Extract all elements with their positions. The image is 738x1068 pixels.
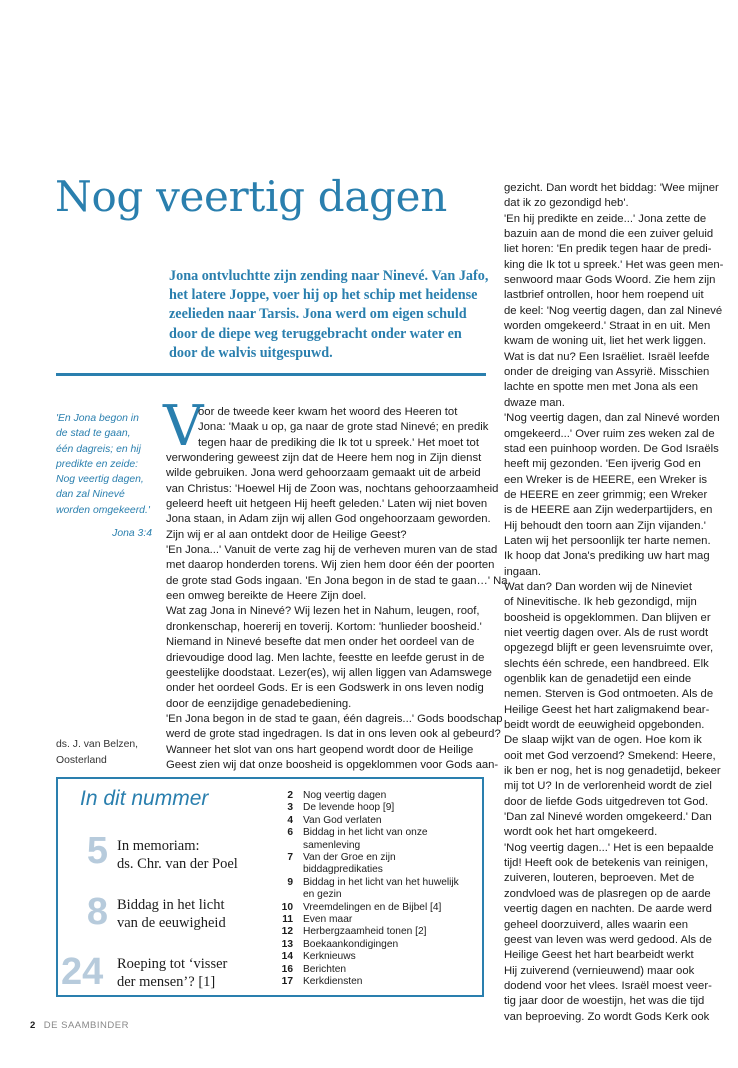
body-line: onder het oordeel Gods. Er is een Godswerk in ons leven nodig: [166, 682, 484, 695]
article-title: Nog veertig dagen: [55, 172, 447, 221]
body-line: zondvloed was de plasregen op de aarde: [504, 887, 711, 900]
side-quote-line: Nog veertig dagen,: [56, 474, 144, 486]
toc-item-label: Van der Groe en zijn: [303, 852, 396, 864]
toc-feature-number[interactable]: 24: [61, 951, 104, 993]
body-line: door de liefde Gods uitgedreven tot God.: [504, 795, 709, 808]
body-line: Heilige Geest het hart bearbeidt werkt: [504, 949, 694, 962]
toc-item-page: 7: [287, 852, 293, 864]
body-line: opgezegd blijft er geen levensruimte over,: [504, 642, 714, 655]
toc-item-page: 3: [287, 802, 293, 814]
toc-item-label: Herbergzaamheid tonen [2]: [303, 926, 427, 938]
body-line: tegen haar de prediking die Ik tot u spreek.' Het moet tot: [198, 436, 479, 449]
drop-cap: V: [163, 394, 204, 459]
toc-feature-title[interactable]: [117, 838, 238, 873]
body-line: geestelijke doodstaat. Lezer(es), wij allen liggen van Adamswege: [166, 666, 492, 679]
toc-list: [279, 790, 479, 989]
body-line: senwoord maar Gods Woord. Zie hem zijn: [504, 274, 716, 287]
body-line: omgekeerd...' Over ruim zes weken zal de: [504, 427, 715, 440]
toc-feature-line: ds. Chr. van der Poel: [117, 855, 238, 872]
body-line: geheel doorzuiverd, alles waarin een: [504, 918, 689, 931]
body-line: van beproeving. Zo wordt Gods Kerk ook: [504, 1010, 710, 1023]
body-line: wordt ook het hart omgekeerd.: [504, 826, 658, 839]
body-line: drievoudige dood lag. Men lachte, feestte en leefde gerust in de: [166, 651, 485, 664]
body-line: Geest zien wij dat onze boosheid is opgeklommen voor Gods aan-: [166, 758, 499, 771]
body-line: zuiveren, louteren, beproeven. Met de: [504, 872, 695, 885]
toc-item-label: Van God verlaten: [303, 814, 382, 826]
toc-item-page: 11: [282, 914, 293, 926]
toc-item-label: Even maar: [303, 914, 353, 926]
toc-item[interactable]: [279, 790, 479, 802]
toc-item-continuation: biddagpredikaties: [303, 864, 383, 876]
toc-item-page: 12: [281, 926, 293, 938]
toc-item-page: 16: [281, 963, 293, 975]
body-line: Ik hoop dat Jona's prediking uw hart mag: [504, 550, 710, 563]
body-line: niet veertig dagen over. Als de rust wordt: [504, 626, 709, 639]
article-right-column: [504, 181, 722, 1025]
body-line: Hij behoudt den toorn aan Zijn vijanden.': [504, 519, 706, 532]
body-line: 'En Jona...' Vanuit de verte zag hij de verheven muren van de stad: [166, 544, 498, 557]
body-line: dwaze man.: [504, 396, 565, 409]
article-lead: [169, 267, 489, 363]
page-footer: [30, 1020, 129, 1031]
body-line: De slaap wijkt van de ogen. Hoe kom ik: [504, 734, 702, 747]
lead-line: door de diepe weg teruggebracht onder water en: [169, 325, 462, 342]
side-quote: [56, 411, 156, 518]
toc-item-label: Kerkdiensten: [303, 976, 363, 988]
side-quote-citation: Jona 3:4: [112, 528, 152, 539]
body-line: beidt wordt de eeuwigheid opgebonden.: [504, 719, 705, 732]
body-line: ooit met God verzoend? Smekend: Heere,: [504, 749, 716, 762]
toc-item-page: 10: [281, 901, 293, 913]
side-quote-line: worden omgekeerd.': [56, 504, 150, 516]
body-line: boosheid is opgeklommen. Dan blijven er: [504, 611, 711, 624]
toc-item-continuation: samenleving: [303, 839, 361, 851]
body-line: Zijn wij er al aan ontdekt door de Heilige Geest?: [166, 528, 407, 541]
toc-item[interactable]: [279, 877, 479, 889]
body-line: ingaan.: [504, 565, 542, 578]
page-number: 2: [30, 1020, 36, 1031]
body-line: kwam de woning uit, liet het werk liggen.: [504, 335, 707, 348]
body-line: Jona staan, in Adam zijn wij allen God ongehoorzaam geworden.: [166, 513, 491, 526]
body-line: met daarop honderden torens. Wij zien hem door één der poorten: [166, 559, 495, 572]
body-line: lastbrief ontrollen, hoor hem roepend uit: [504, 289, 704, 302]
side-quote-line: predikte en zeide:: [56, 458, 139, 470]
toc-item[interactable]: [279, 914, 479, 926]
body-line: geest van leven was werd gedood. Als de: [504, 933, 712, 946]
toc-title: In dit nummer: [80, 787, 209, 810]
lead-line: zeelieden naar Tarsis. Jona werd om eigen schuld: [169, 306, 467, 323]
toc-feature-line: van de eeuwigheid: [117, 914, 226, 931]
toc-item-page: 14: [281, 951, 293, 963]
body-line: Wanneer het slot van ons hart geopend wordt door de Heilige: [166, 743, 474, 756]
toc-item-label: Biddag in het licht van het huwelijk: [303, 876, 459, 888]
body-line: Niemand in Ninevé besefte dat men onder het oordeel van de: [166, 636, 475, 649]
toc-item[interactable]: [279, 939, 479, 951]
body-line: mij tot U? In de verlorenheid wordt de ziel: [504, 780, 712, 793]
toc-item[interactable]: [279, 827, 479, 839]
toc-item-label: Kerknieuws: [303, 951, 356, 963]
body-line: bazuin aan de mond die een zuiver geluid: [504, 228, 714, 241]
toc-item-page: 17: [281, 976, 293, 988]
body-line: liet horen: 'En predik tegen haar de predi-: [504, 243, 712, 256]
body-line: Wat is dat nu? Een Israëliet. Israël leefde: [504, 350, 710, 363]
body-line: door de eenzijdige genadebediening.: [166, 697, 352, 710]
side-quote-line: één dagreis; en hij: [56, 443, 141, 455]
toc-item-label: Nog veertig dagen: [303, 790, 387, 801]
author-credit: [56, 737, 138, 768]
side-quote-line: 'En Jona begon in: [56, 413, 139, 424]
lead-line: het latere Joppe, voer hij op het schip met heidense: [169, 287, 478, 304]
toc-item[interactable]: [279, 815, 479, 827]
author-name: ds. J. van Belzen,: [56, 739, 139, 750]
body-line: de keel: 'Nog veertig dagen, dan zal Ninevé: [504, 304, 723, 317]
body-line: ik ben er nog, het is nog genadetijd, bekeer: [504, 765, 721, 778]
body-line: is de HEERE aan Zijn wederpartijders, en: [504, 504, 713, 517]
toc-feature-line: In memoriam:: [117, 838, 200, 854]
toc-feature-number[interactable]: 8: [86, 891, 108, 933]
toc-item-page: 13: [281, 938, 293, 950]
side-quote-line: dan zal Ninevé: [56, 489, 125, 501]
body-line: een Wreker is de HEERE, een Wreker is: [504, 473, 708, 486]
toc-item-label: Boekaankondigingen: [303, 938, 399, 950]
toc-item[interactable]: [279, 926, 479, 938]
body-line: nemen. Sterven is God ontmoeten. Als de: [504, 688, 714, 701]
body-line: Wat zag Jona in Ninevé? Wij lezen het in Nahum, leugen, roof,: [166, 605, 480, 618]
body-line: Jona: 'Maak u op, ga naar de grote stad Ninevé; en predik: [198, 421, 489, 434]
toc-feature-line: Biddag in het licht: [117, 897, 225, 913]
body-line: tig jaar door de woestijn, het was die tijd: [504, 995, 705, 1008]
body-line: 'En hij predikte en zeide...' Jona zette de: [504, 212, 707, 225]
body-line: stad een puinhoop worden. De God Israëls: [504, 442, 719, 455]
toc-item[interactable]: [279, 802, 479, 814]
body-line: Hij zuiverend (vernieuwend) maar ook: [504, 964, 695, 977]
toc-item[interactable]: [279, 976, 479, 988]
body-line: dat ik zo gezondigd heb'.: [504, 197, 629, 210]
body-line: een omweg bereikte de Heere Zijn doel.: [166, 590, 367, 603]
toc-feature-number[interactable]: 5: [86, 830, 108, 872]
body-line: tijd! Heeft ook de betekenis van reinigen,: [504, 857, 709, 870]
body-line: werd de grote stad ingedragen. Is dat in ons leven ook al gebeurd?: [166, 728, 501, 741]
toc-item-label: Berichten: [303, 963, 347, 975]
body-line: geleerd heeft uit hetgeen Hij heeft geleden.' Laten wij niet boven: [166, 498, 488, 511]
body-line: dronkenschap, hoererij en toverij. Kortom: 'hunlieder boosheid.': [166, 620, 482, 633]
toc-item[interactable]: [279, 964, 479, 976]
body-line: heeft mij gezonden. 'Een ijverig God en: [504, 458, 701, 471]
body-line: gezicht. Dan wordt het biddag: 'Wee mijner: [504, 182, 719, 194]
toc-item-label: Biddag in het licht van onze: [303, 827, 428, 839]
side-quote-line: de stad te gaan,: [56, 428, 131, 440]
toc-item-label: De levende hoop [9]: [303, 802, 395, 814]
body-line: wilde gebruiken. Jona werd gehoorzaam gemaakt uit de arbeid: [166, 467, 481, 480]
toc-feature-title[interactable]: [117, 956, 227, 991]
toc-feature-title[interactable]: [117, 897, 226, 932]
body-line: onder de dreiging van Assyrië. Misschien: [504, 366, 710, 379]
body-line: 'Nog veertig dagen...' Het is een bepaalde: [504, 841, 714, 854]
body-line: king die Ik tot u spreek.' Het was geen men-: [504, 258, 724, 271]
toc-item[interactable]: [279, 902, 479, 914]
body-line: 'En Jona begon in de stad te gaan, één dagreis...' Gods boodschap: [166, 712, 503, 725]
toc-item-label: Vreemdelingen en de Bijbel [4]: [303, 901, 442, 913]
magazine-name: DE SAAMBINDER: [43, 1020, 129, 1031]
toc-item-continuation: en gezin: [303, 889, 342, 901]
body-line: 'Dan zal Ninevé worden omgekeerd.' Dan: [504, 811, 712, 824]
body-line: lachte en spotte men met Jona als een: [504, 381, 699, 394]
toc-item-page: 2: [287, 790, 293, 801]
author-place: Oosterland: [56, 754, 107, 766]
toc-item-page: 9: [287, 876, 293, 888]
toc-feature-line: Roeping tot ‘visser: [117, 956, 228, 972]
toc-item-page: 4: [287, 814, 293, 826]
lead-line: door de walvis uitgespuwd.: [169, 344, 333, 361]
body-line: verwondering geweest zijn dat de Heere hem nog in Zijn dienst: [166, 452, 482, 465]
body-line: slechts één schrede, een handbreed. Elk: [504, 657, 709, 670]
body-line: van Christus: 'Hoewel Hij de Zoon was, nochtans gehoorzaamheid: [166, 482, 499, 495]
toc-feature-line: der mensen’? [1]: [117, 973, 216, 990]
body-line: ogenblik kan de genadetijd een einde: [504, 673, 692, 685]
lead-line: Jona ontvluchtte zijn zending naar Ninevé. Van Jafo,: [169, 268, 489, 284]
article-body: [166, 405, 508, 773]
body-line: of Ninevitische. Ik heb gezondigd, mijn: [504, 596, 697, 609]
body-line: Laten wij het persoonlijk ter harte nemen.: [504, 534, 711, 547]
body-line: Wat dan? Dan worden wij de Nineviet: [504, 580, 692, 593]
toc-item[interactable]: [279, 951, 479, 963]
body-line: de grote stad Gods ingaan. 'En Jona begon in de stad te gaan…' Na: [166, 574, 508, 587]
body-line: dodend voor het vlees. Israël moest veer-: [504, 979, 712, 992]
body-line: Heilige Geest het hart zaligmakend bear-: [504, 703, 710, 716]
body-line: veertig dagen en nachten. De aarde werd: [504, 903, 712, 916]
toc-item[interactable]: [279, 852, 479, 864]
body-line: oor de tweede keer kwam het woord des Heeren tot: [198, 406, 458, 418]
body-line: de HEERE en zeer grimmig; een Wreker: [504, 488, 708, 501]
body-line: worden omgekeerd.' Straat in en uit. Men: [504, 320, 711, 333]
toc-item-page: 6: [287, 827, 293, 839]
divider-rule: [56, 373, 486, 376]
body-line: 'Nog veertig dagen, dan zal Ninevé worden: [504, 412, 720, 425]
